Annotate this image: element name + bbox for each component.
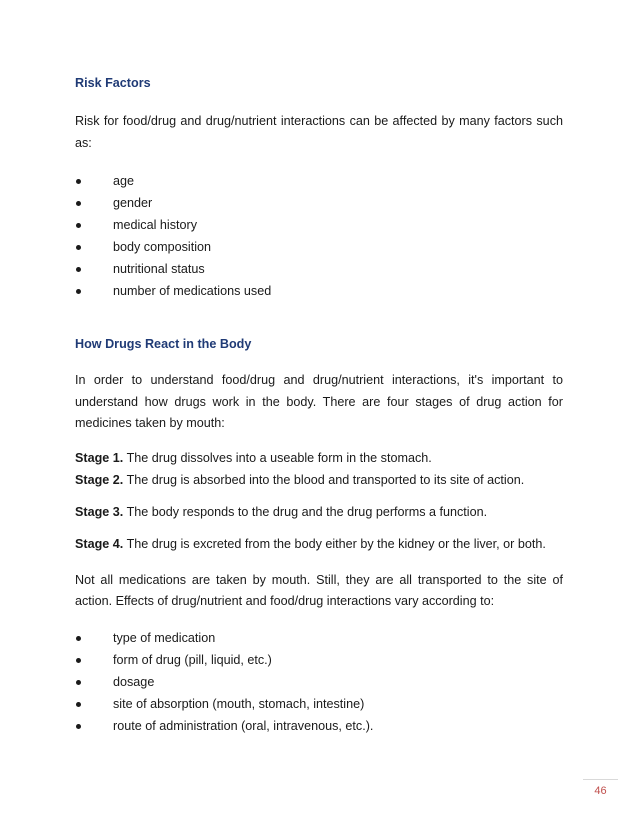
list-item-text: site of absorption (mouth, stomach, intestine) <box>113 696 365 711</box>
stage-label: Stage 3. <box>75 504 124 519</box>
bullet-icon <box>76 680 81 685</box>
bullet-icon <box>76 179 81 184</box>
stage-1 <box>75 447 563 469</box>
stage-text: The drug dissolves into a useable form in the stomach. <box>123 450 432 465</box>
list-item-text: medical history <box>113 218 197 232</box>
how-drugs-react-heading: How Drugs React in the Body <box>75 337 252 351</box>
bullet-icon <box>76 201 81 206</box>
bullet-icon <box>76 223 81 228</box>
stage-text: The drug is excreted from the body either by the kidney or the liver, or both. <box>123 536 546 551</box>
list-item-text: body composition <box>113 240 212 254</box>
page-content <box>75 75 563 737</box>
risk-factors-heading: Risk Factors <box>75 76 151 90</box>
list-item-text: nutritional status <box>113 262 205 276</box>
list-item-text: dosage <box>113 674 155 689</box>
list-item-text: route of administration (oral, intravenous, etc.). <box>113 718 374 733</box>
stage-label: Stage 2. <box>75 472 124 487</box>
list-item <box>75 236 563 258</box>
page-number: 46 <box>594 785 607 797</box>
list-item <box>75 627 563 649</box>
footer-divider <box>583 779 618 780</box>
list-item-text: number of medications used <box>113 284 272 298</box>
stage-text: The body responds to the drug and the drug performs a function. <box>123 504 488 519</box>
bullet-icon <box>76 267 81 272</box>
list-item-text: type of medication <box>113 630 216 645</box>
list-item <box>75 693 563 715</box>
list-item <box>75 671 563 693</box>
risk-factors-intro: Risk for food/drug and drug/nutrient interactions can be affected by many factors such as: <box>75 114 563 150</box>
effects-list <box>75 627 563 737</box>
bullet-icon <box>76 724 81 729</box>
stage-3 <box>75 501 563 523</box>
list-item <box>75 214 563 236</box>
list-item <box>75 715 563 737</box>
how-drugs-react-intro: In order to understand food/drug and drug/nutrient interactions, it's important to understand how drugs work in the body. There are four stages of drug action for medicines taken by mouth: <box>75 373 563 430</box>
stage-label: Stage 1. <box>75 450 124 465</box>
risk-factors-list <box>75 170 563 302</box>
bullet-icon <box>76 658 81 663</box>
stage-text: The drug is absorbed into the blood and transported to its site of action. <box>123 472 525 487</box>
list-item <box>75 280 563 302</box>
stage-4 <box>75 533 563 555</box>
list-item <box>75 258 563 280</box>
list-item <box>75 649 563 671</box>
list-item-text: age <box>113 174 135 188</box>
list-item-text: form of drug (pill, liquid, etc.) <box>113 652 272 667</box>
bullet-icon <box>76 702 81 707</box>
bullet-icon <box>76 245 81 250</box>
stage-label: Stage 4. <box>75 536 124 551</box>
stage-2 <box>75 469 563 491</box>
list-item <box>75 192 563 214</box>
list-item <box>75 170 563 192</box>
effects-paragraph: Not all medications are taken by mouth. Still, they are all transported to the site of action. Effects of drug/nutrient and food/drug interactions vary according to: <box>75 572 563 608</box>
list-item-text: gender <box>113 196 153 210</box>
bullet-icon <box>76 636 81 641</box>
bullet-icon <box>76 289 81 294</box>
